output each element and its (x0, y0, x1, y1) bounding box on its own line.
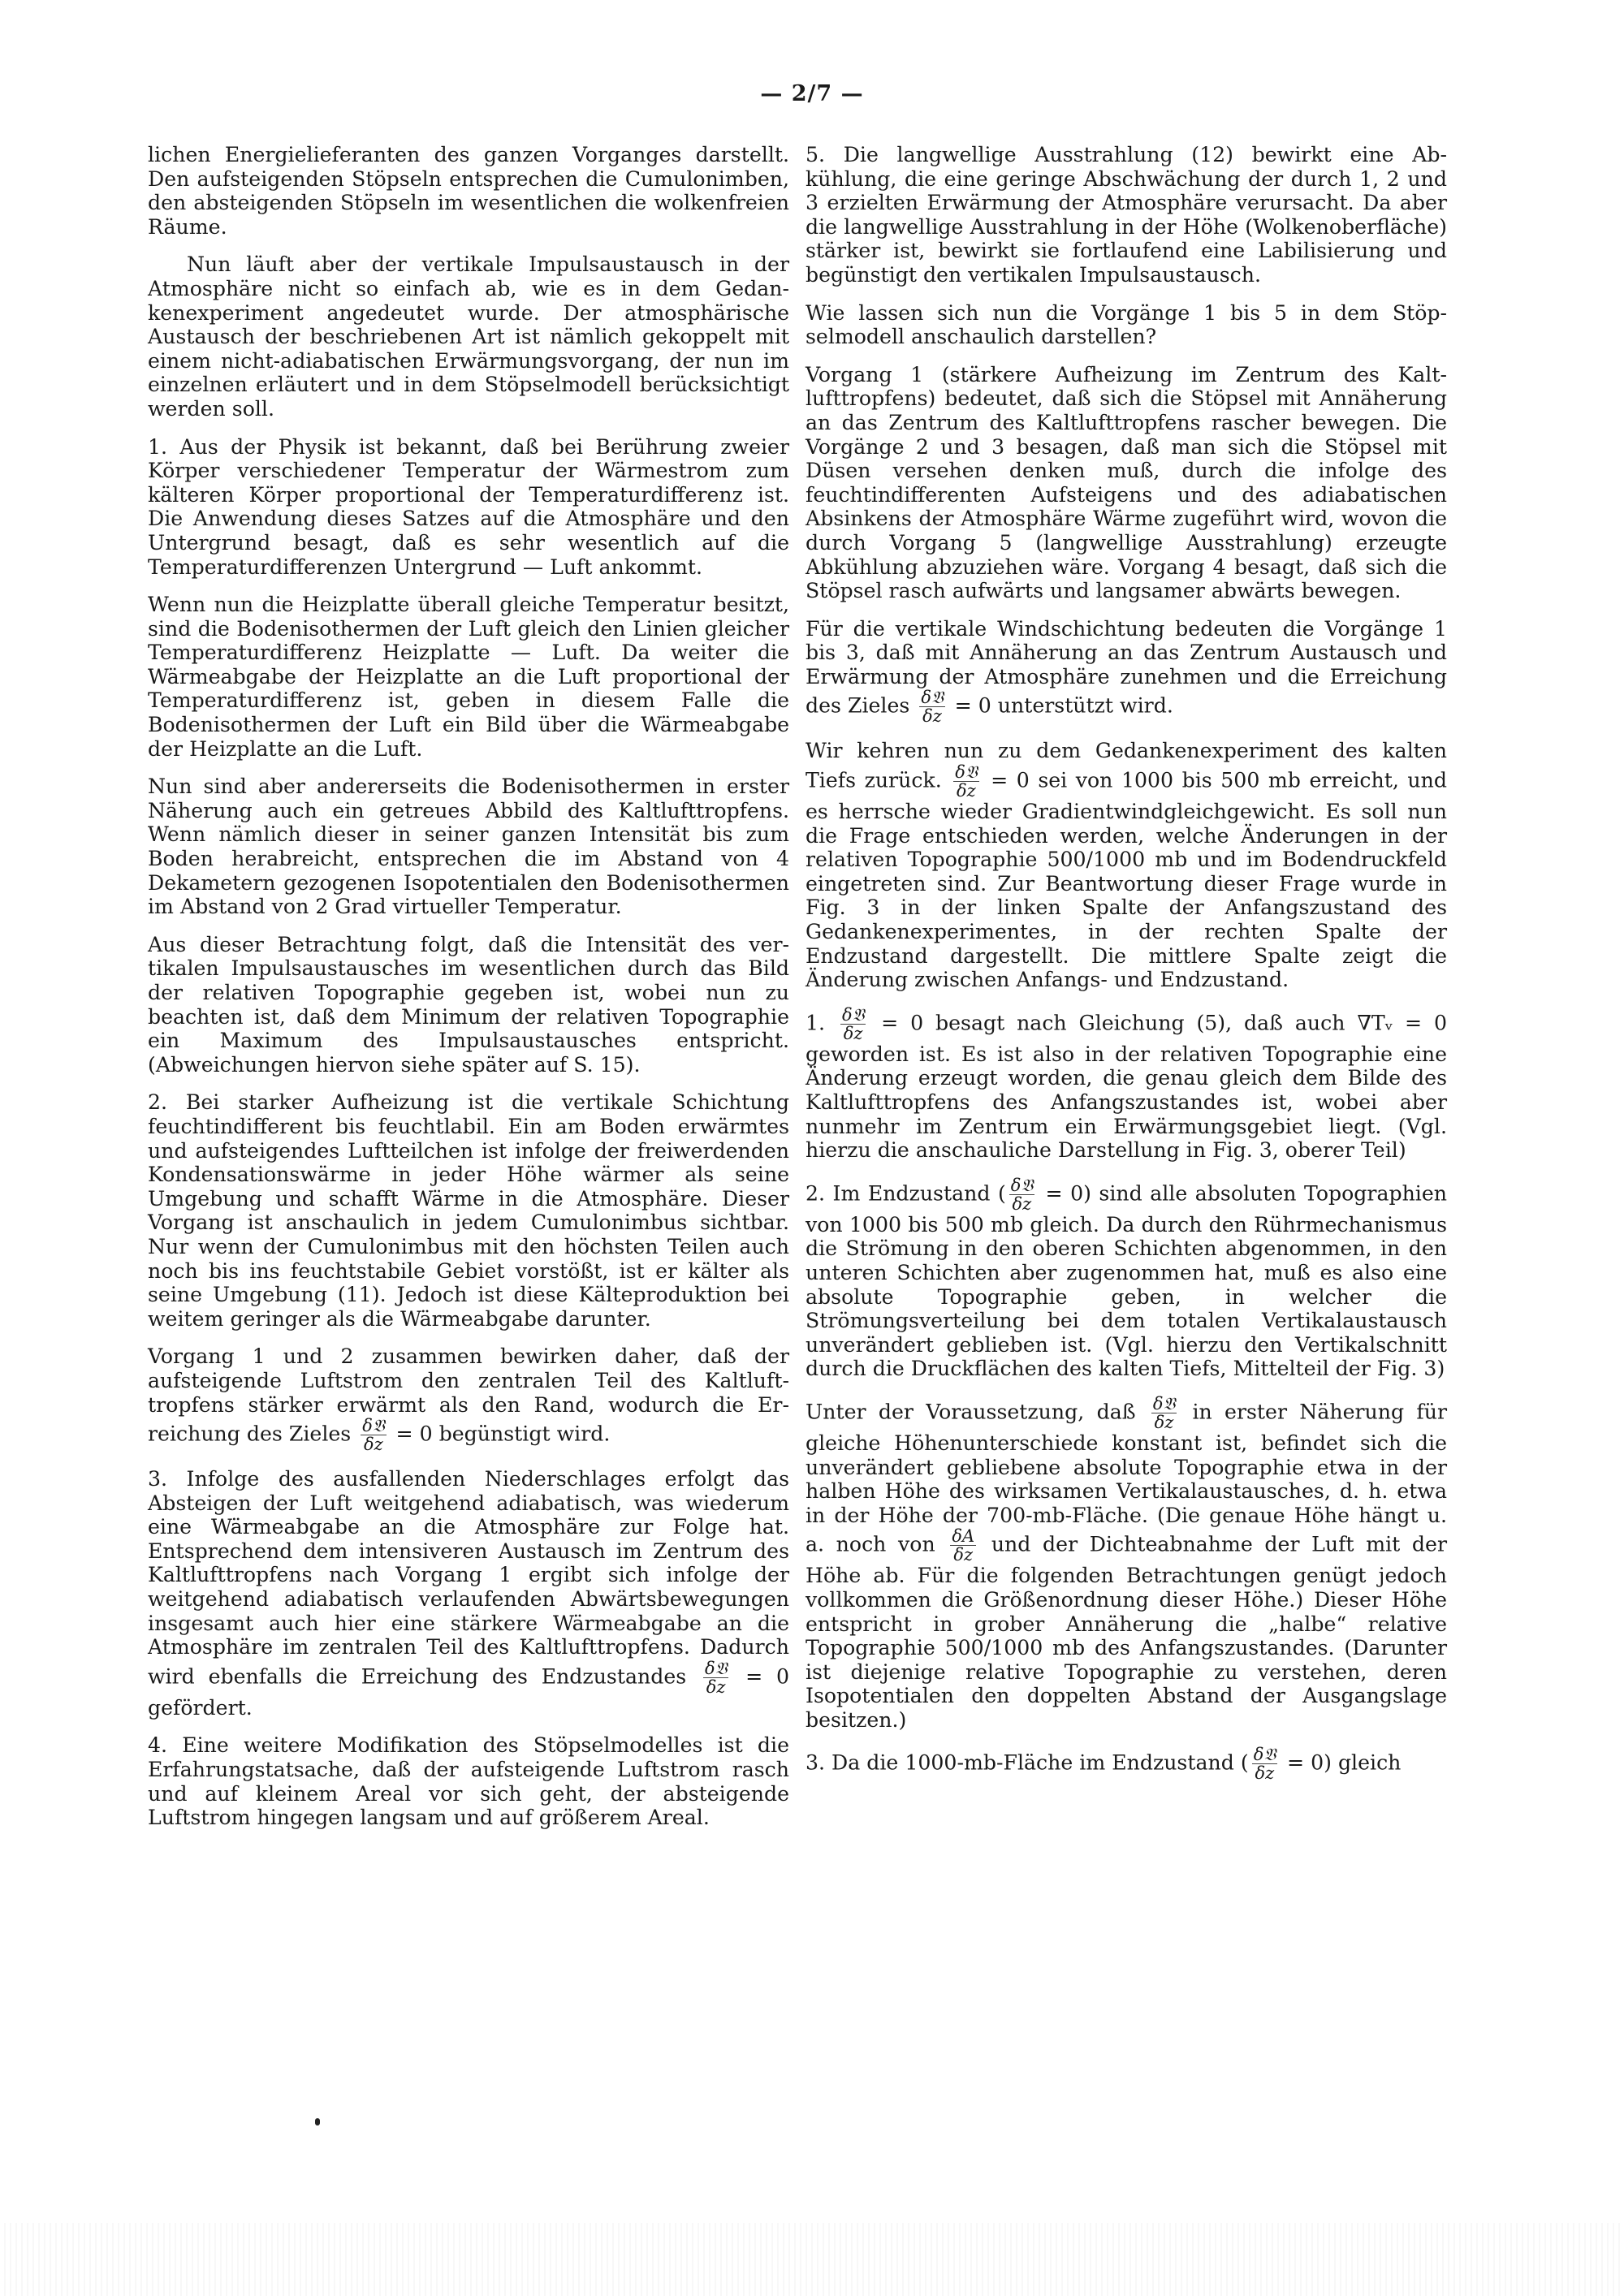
text: = 0 unterstützt wird. (954, 693, 1173, 718)
fraction-denominator: δz (364, 1435, 383, 1455)
right-column (806, 143, 1447, 1796)
text: = 0 begünstigt wird. (395, 1422, 611, 1446)
paragraph: Wie lassen sich nun die Vorgänge 1 bis 5 in dem Stöpselmodell anschaulich darstellen? (806, 300, 1447, 349)
left-column (148, 143, 789, 1844)
fraction-numerator: δ𝔙 (1253, 1745, 1276, 1765)
text: = 0 sei von 1000 bis 500 mb erreicht, und es herrsche wieder Gradientwindgleichgewicht. Es soll nun die Frage entschieden werden, welche Änderungen in der relativen Topographie 500/1000 mb und im Bodendruckfeld eingetreten sind. Zur Beantwortung dieser Frage wurde in Fig. 3 in der linken Spalte der Anfangszustand des Gedankenexperimentes, in der rechten Spalte der Endzustand dargestellt. Die mittlere Spalte zeigt die Änderung zwischen Anfangs- und Endzustand. (806, 768, 1447, 992)
text: 3. Da die 1000-mb-Fläche im Endzustand ( (806, 1750, 1249, 1775)
fraction (950, 1527, 976, 1564)
text: = 0 besagt nach Gleichung (5), daß auch ∇Tᵥ = 0 geworden ist. Es ist also in der relativen Topographie eine Änderung erzeugt worden, die genau gleich dem Bilde des Kaltlufttropfens des Anfangszustandes ist, wobei aber nunmehr im Zentrum ein Erwärmungsgebiet liegt. (Vgl. hierzu die anschauliche Darstellung in Fig. 3, oberer Teil) (806, 1011, 1447, 1163)
fraction-numerator: δ𝔙 (1152, 1393, 1176, 1413)
fraction-denominator: δz (922, 706, 942, 727)
text: Für die vertikale Windschichtung bedeuten die Vorgänge 1 bis 3, daß mit Annäherung an das Zentrum Austausch und Erwärmung der Atmosphäre zunehmen und die Erreichung des Zieles (806, 616, 1447, 718)
fraction-numerator: δ𝔙 (841, 1004, 865, 1025)
fraction-denominator: δz (706, 1677, 726, 1697)
fraction (1151, 1395, 1177, 1431)
text: 1. (806, 1011, 826, 1035)
fraction-numerator: δ𝔙 (362, 1416, 385, 1436)
paragraph: Nun sind aber andererseits die Bodenisothermen in erster Näherung auch ein getreues Abbild des Kaltlufttropfens. Wenn nämlich dieser in seiner ganzen Intensität bis zum Boden herabreicht, entsprechen die im Abstand von 4 Dekametern gezogenen Isopotentialen den Bodenisothermen im Abstand von 2 Grad virtueller Temperatur. (148, 775, 789, 919)
fraction (703, 1659, 728, 1696)
paragraph-with-equation (148, 1467, 789, 1720)
paragraph: Aus dieser Betrachtung folgt, daß die Intensität des vertikalen Impulsaustausches im wesentlichen durch das Bild der relativen Topographie gegeben ist, wobei nun zu beachten ist, daß dem Minimum der relativen Topographie ein Maximum des Impulsaustausches entspricht. (Abweichungen hiervon siehe später auf S. 15). (148, 932, 789, 1077)
fraction (919, 688, 944, 725)
fraction-numerator: δA (952, 1526, 975, 1547)
paragraph-with-equation (806, 739, 1447, 991)
paragraph-with-equation (806, 1395, 1447, 1733)
text: Wir kehren nun zu dem Gedankenexperiment des kalten Tiefs zurück. (806, 739, 1447, 792)
paragraph: Vorgang 1 (stärkere Aufheizung im Zentrum des Kaltlufttropfens) bedeutet, daß sich die Stöpsel mit Annäherung an das Zentrum des Kaltlufttropfens rascher bewegen. Die Vorgänge 2 und 3 besagen, daß man sich die Stöpsel mit Düsen versehen denken muß, durch die infolge des feuchtindifferenten Aufsteigens und des adiabatischen Absinkens der Atmosphäre Wärme zugeführt wird, wovon die durch Vorgang 5 (langwellige Ausstrahlung) erzeugte Abkühlung abzuziehen wäre. Vorgang 4 besagt, daß sich die Stöpsel rasch aufwärts und langsamer abwärts bewegen. (806, 362, 1447, 603)
paragraph-with-equation (806, 1746, 1447, 1782)
fraction-denominator: δz (1154, 1412, 1174, 1432)
paragraph: 1. Aus der Physik ist bekannt, daß bei Berührung zweier Körper verschiedener Temperatur der Wärmestrom zum kälteren Körper proportional der Temperaturdifferenz ist. Die Anwendung dieses Satzes auf die Atmosphäre und den Untergrund besagt, daß es sehr wesentlich auf die Temperaturdifferenzen Untergrund — Luft ankommt. (148, 434, 789, 579)
paragraph-with-equation (806, 617, 1447, 726)
text: Vorgang 1 und 2 zusammen bewirken daher, daß der aufsteigende Luftstrom den zentralen Teil des Kaltlufttropfens stärker erwärmt als den Rand, wodurch die Erreichung des Zieles (148, 1344, 789, 1446)
text: und der Dichteabnahme der Luft mit der Höhe ab. Für die folgenden Betrachtungen genügt jedoch vollkommen die Größenordnung dieser Höhe.) Dieser Höhe entspricht in grober Annäherung die „halbe“ relative Topographie 500/1000 mb des Anfangszustandes. (Darunter ist diejenige relative Topographie zu verstehen, deren Isopotentialen den doppelten Abstand der Ausgangslage besitzen.) (806, 1532, 1448, 1732)
text: = 0) sind alle absoluten Topographien von 1000 bis 500 mb gleich. Da durch den Rührmechanismus die Strömung in den oberen Schichten abgenommen, in den unteren Schichten aber zugenommen hat, muß es also eine absolute Topographie geben, in welcher die Strömungsverteilung bei dem totalen Vertikalaustausch unverändert geblieben ist. (Vgl. hierzu den Vertikalschnitt durch die Druckflächen des kalten Tiefs, Mittelteil der Fig. 3) (806, 1181, 1447, 1381)
fraction-denominator: δz (953, 1545, 974, 1565)
fraction-denominator: δz (957, 781, 976, 801)
paragraph: Wenn nun die Heizplatte überall gleiche Temperatur besitzt, sind die Bodenisothermen der Luft gleich den Linien gleicher Temperaturdifferenz Heizplatte — Luft. Da weiter die Wärmeabgabe der Heizplatte an die Luft proportional der Temperaturdifferenz ist, geben in diesem Falle die Bodenisothermen der Luft ein Bild über die Wärmeabgabe der Heizplatte an die Luft. (148, 593, 789, 761)
paragraph: lichen Energielieferanten des ganzen Vorganges darstellt. Den aufsteigenden Stöpseln entsprechen die Cumulonimben, den absteigenden Stöpseln im wesentlichen die wolkenfreien Räume. (148, 143, 789, 239)
fraction-numerator: δ𝔙 (921, 688, 944, 708)
text: 2. Im Endzustand ( (806, 1181, 1006, 1206)
scan-noise (0, 2223, 1624, 2296)
fraction-numerator: δ𝔙 (955, 762, 978, 783)
paragraph-with-equation (806, 1006, 1447, 1163)
fraction (1252, 1746, 1277, 1782)
fraction (840, 1006, 866, 1042)
fraction (361, 1417, 386, 1453)
fraction (1009, 1176, 1034, 1213)
text: Unter der Voraussetzung, daß (806, 1400, 1136, 1424)
text: 3. Infolge des ausfallenden Niederschlages erfolgt das Absteigen der Luft weitgehend adiabatisch, was wiederum eine Wärmeabgabe an die Atmosphäre zur Folge hat. Entsprechend dem intensiveren Austausch im Zentrum des Kaltlufttropfens nach Vorgang 1 ergibt sich infolge der weitgehend adiabatisch verlaufenden Abwärtsbewegungen insgesamt auch hier eine stärkere Wärmeabgabe an die Atmosphäre im zentralen Teil des Kaltlufttropfens. Dadurch wird ebenfalls die Erreichung des Endzustandes (148, 1467, 789, 1689)
paragraph-with-equation (806, 1176, 1447, 1381)
fraction-denominator: δz (1255, 1763, 1275, 1784)
fraction-denominator: δz (843, 1023, 863, 1043)
fraction-numerator: δ𝔙 (704, 1658, 728, 1678)
fraction (953, 763, 978, 800)
paragraph: 4. Eine weitere Modifikation des Stöpselmodelles ist die Erfahrungstatsache, daß der aufsteigende Luftstrom rasch und auf kleinem Areal vor sich geht, der absteigende Luftstrom hingegen langsam und auf größerem Areal. (148, 1733, 789, 1830)
fraction-numerator: δ𝔙 (1010, 1175, 1034, 1195)
paragraph: 5. Die langwellige Ausstrahlung (12) bewirkt eine Abkühlung, die eine geringe Abschwächung der durch 1, 2 und 3 erzielten Erwärmung der Atmosphäre verursacht. Da aber die langwellige Ausstrahlung in der Höhe (Wolkenoberfläche) stärker ist, bewirkt sie fortlaufend eine Labilisierung und begünstigt den vertikalen Impulsaustausch. (806, 143, 1447, 287)
paragraph-with-equation (148, 1344, 789, 1453)
paragraph: Nun läuft aber der vertikale Impulsaustausch in der Atmosphäre nicht so einfach ab, wie es in dem Gedankenexperiment angedeutet wurde. Der atmosphärische Austausch der beschriebenen Art ist nämlich gekoppelt mit einem nicht-adiabatischen Erwärmungsvorgang, der nun im einzelnen erläutert und in dem Stöpselmodell berücksichtigt werden soll. (148, 252, 789, 421)
text: = 0) gleich (1286, 1750, 1402, 1775)
page-number: — 2/7 — (760, 81, 864, 106)
paragraph: 2. Bei starker Aufheizung ist die vertikale Schichtung feuchtindifferent bis feuchtlabil. Ein am Boden erwärmtes und aufsteigendes Luftteilchen ist infolge der freiwerdenden Kondensationswärme in jeder Höhe wärmer als seine Umgebung und schafft Wärme in die Atmosphäre. Dieser Vorgang ist anschaulich in jedem Cumulonimbus sichtbar. Nur wenn der Cumulonimbus mit den höchsten Teilen auch noch bis ins feuchtstabile Gebiet vorstößt, ist er kälter als seine Umgebung (11). Jedoch ist diese Kälteproduktion bei weitem geringer als die Wärmeabgabe darunter. (148, 1090, 789, 1331)
text: in erster Näherung für gleiche Höhenunterschiede konstant ist, befindet sich die unverändert gebliebene absolute Topographie etwa in der halben Höhe des wirksamen Vertikalaustausches, d. h. etwa in der Höhe der 700-mb-Fläche. (Die genaue Höhe hängt u. a. noch von (806, 1400, 1448, 1556)
fraction-denominator: δz (1012, 1193, 1032, 1214)
scan-speck (315, 2118, 320, 2126)
text: = 0 gefördert. (148, 1664, 789, 1720)
